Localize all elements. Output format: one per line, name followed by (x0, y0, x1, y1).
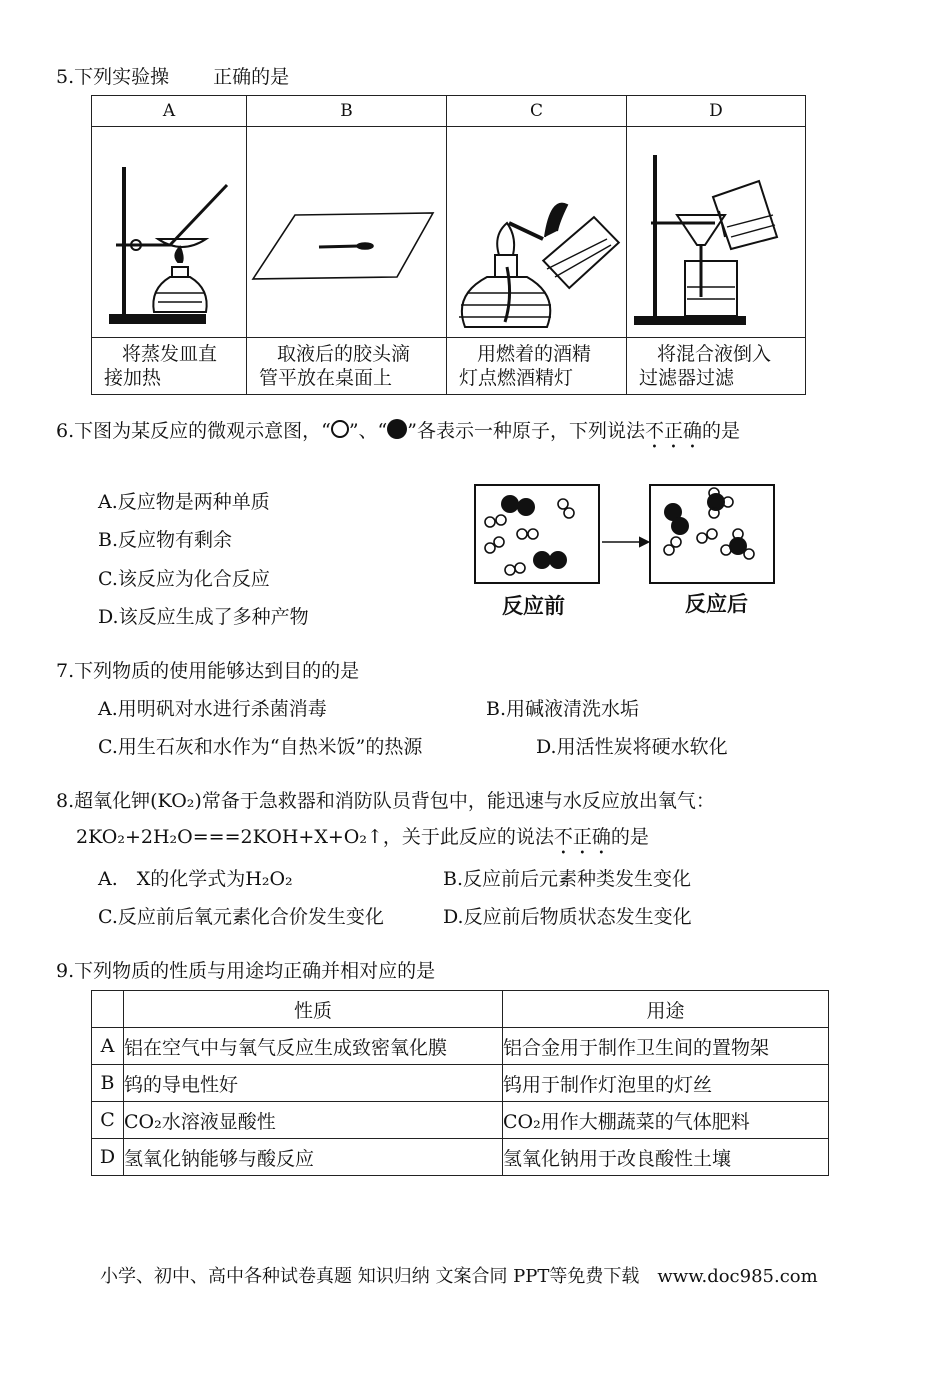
q5-header-d: D (627, 96, 806, 127)
label-before: 反应前 (502, 594, 565, 618)
q7-option-d: D.用活性炭将硬水软化 (536, 736, 728, 758)
q5-header-c: C (447, 96, 627, 127)
q8-option-c: C.反应前后氧元素化合价发生变化 (98, 906, 384, 928)
q5-caption-a: 将蒸发皿直 接加热 (92, 338, 247, 395)
q8-option-d: D.反应前后物质状态发生变化 (443, 906, 692, 928)
q7-option-b: B.用碱液清洗水垢 (486, 698, 640, 720)
table-row: A 铝在空气中与氧气反应生成致密氧化膜 铝合金用于制作卫生间的置物架 (92, 1028, 829, 1065)
table-row: C CO₂水溶液显酸性 CO₂用作大棚蔬菜的气体肥料 (92, 1102, 829, 1139)
dropper-on-table-icon (247, 127, 446, 337)
footer-text: 小学、初中、高中各种试卷真题 知识归纳 文案合同 PPT等免费下载 www.doc985.com (100, 1266, 818, 1287)
q9-col-use: 用途 (503, 991, 829, 1028)
q6-stem: 6.下图为某反应的微观示意图，“ ”、“ ”各表示一种原子，下列说法不正确的是 (56, 420, 741, 442)
q5-caption-b: 取液后的胶头滴 管平放在桌面上 (247, 338, 447, 395)
q5-figure-b (247, 127, 447, 338)
q5-caption-c: 用燃着的酒精 灯点燃酒精灯 (447, 338, 627, 395)
q5-header-b: B (247, 96, 447, 127)
q6-option-c: C.该反应为化合反应 (98, 568, 270, 590)
filtration-setup-icon (627, 127, 805, 337)
white-atom-icon (331, 420, 349, 438)
q9-table (91, 990, 829, 1176)
reaction-diagram (470, 480, 790, 590)
q6-option-a: A.反应物是两种单质 (98, 491, 270, 513)
q5-figure-c (447, 127, 627, 338)
table-row: B 钨的导电性好 钨用于制作灯泡里的灯丝 (92, 1065, 829, 1102)
q5-header-a: A (92, 96, 247, 127)
q7-option-a: A.用明矾对水进行杀菌消毒 (98, 698, 327, 720)
q5-figure-a (92, 127, 247, 338)
q8-option-b: B.反应前后元素种类发生变化 (443, 868, 692, 890)
q7-option-c: C.用生石灰和水作为“自热米饭”的热源 (98, 736, 423, 758)
table-row: D 氢氧化钠能够与酸反应 氢氧化钠用于改良酸性土壤 (92, 1139, 829, 1176)
q8-equation: 2KO₂+2H₂O===2KOH+X+O₂↑，关于此反应的说法不正确的是 (76, 826, 649, 848)
before-box (475, 485, 599, 583)
q9-col-property: 性质 (124, 991, 503, 1028)
q8-stem: 8.超氧化钾(KO₂)常备于急救器和消防队员背包中，能迅速与水反应放出氧气： (56, 790, 715, 812)
q5-figure-d (627, 127, 806, 338)
before-molecules (485, 495, 574, 575)
q6-option-b: B.反应物有剩余 (98, 529, 233, 551)
q6-option-d: D.该反应生成了多种产物 (98, 606, 309, 628)
q5-stem: 5.下列实验操 正确的是 (56, 66, 290, 88)
q7-stem: 7.下列物质的使用能够达到目的的是 (56, 660, 360, 682)
label-after: 反应后 (685, 592, 748, 616)
after-molecules (664, 488, 754, 559)
q9-stem: 9.下列物质的性质与用途均正确并相对应的是 (56, 960, 436, 982)
lamp-lighting-lamp-icon (447, 127, 626, 337)
q8-option-a: A. X的化学式为H₂O₂ (98, 868, 293, 890)
q5-table (91, 95, 806, 395)
q5-caption-d: 将混合液倒入 过滤器过滤 (627, 338, 806, 395)
evaporating-dish-heating-icon (92, 127, 246, 337)
black-atom-icon (387, 419, 407, 439)
